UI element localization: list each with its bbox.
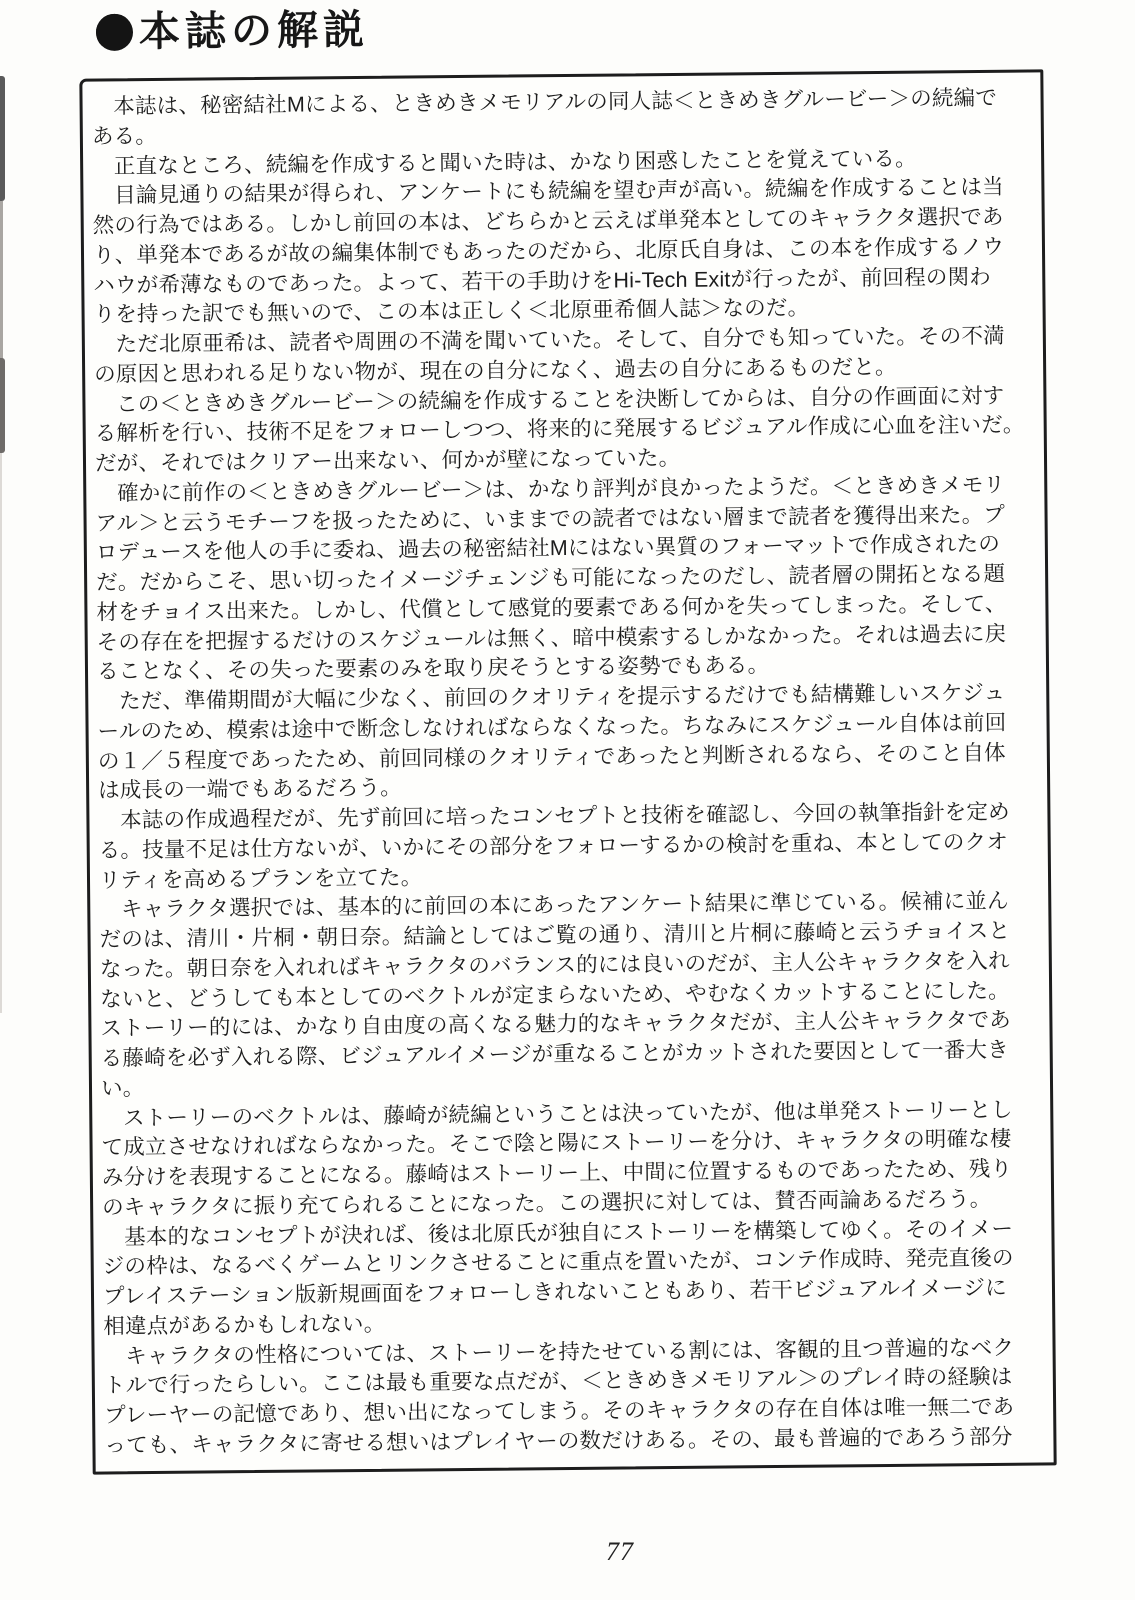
text-line: の１／５程度であったため、前回同様のクオリティであったと判断されるなら、そのこと自体 bbox=[97, 740, 1006, 774]
text-line: だ。だからこそ、思い切ったイメージチェンジも可能になったのだし、読者層の開拓となる題 bbox=[96, 561, 1006, 595]
text-line: は成長の一端でもあるだろう。 bbox=[98, 775, 403, 803]
text-line: キャラクタの性格については、ストーリーを持たせている割には、客観的且つ普遍的なベク bbox=[103, 1335, 1015, 1368]
text-line: 正直なところ、続編を作成すると聞いた時は、かなり困惑したことを覚えている。 bbox=[92, 146, 917, 179]
text-line: り、単発本であるが故の編集体制でもあったのだから、北原氏自身は、この本を作成するノウ bbox=[92, 234, 1005, 268]
text-line: ジの枠は、なるべくゲームとリンクさせることに重点を置いたが、コンテ作成時、発売直後の bbox=[102, 1245, 1014, 1279]
text-line: ロデュースを他人の手に委ね、過去の秘密結社Mにはない異質のフォーマットで作成されたの bbox=[95, 532, 1001, 565]
text-line: だが、それではクリアー出来ない、何かが壁になっていた。 bbox=[94, 445, 681, 476]
text-line: み分けを表現することになる。藤崎はストーリー上、中間に位置するものであったため、残り bbox=[101, 1156, 1013, 1190]
article-text-box bbox=[79, 69, 1056, 1474]
text-line: プレイステーション版新規画面をフォローしきれないこともあり、若干ビジュアルイメージに bbox=[102, 1275, 1007, 1309]
section-header bbox=[96, 6, 370, 55]
text-line: ただ、準備期間が大幅に少なく、前回のクオリティを提示するだけでも結構難しいスケジュ bbox=[97, 680, 1006, 714]
text-line: る。技量不足は仕方ないが、いかにその部分をフォローするかの検討を重ね、本としてのクオ bbox=[98, 829, 1009, 863]
text-line: トルで行ったらしい。ここは最も重要な点だが、＜ときめきメモリアル＞のプレイ時の経験は bbox=[103, 1365, 1013, 1398]
text-line: 然の行為ではある。しかし前回の本は、どちらかと云えば単発本としてのキャラクタ選択であ bbox=[92, 204, 1004, 238]
text-line: 相違点があるかもしれない。 bbox=[103, 1311, 386, 1339]
text-line: ストーリーのベクトルは、藤崎が続編ということは決っていたが、他は単発ストーリーとし bbox=[101, 1097, 1013, 1130]
text-line: のキャラクタに振り充てられることになった。この選択に対しては、賛否両論あるだろう。 bbox=[102, 1186, 992, 1220]
text-line: ある。 bbox=[91, 123, 158, 149]
bullet-circle-icon bbox=[96, 14, 133, 51]
scan-artifact bbox=[0, 453, 2, 1013]
text-line: る藤崎を必ず入れる際、ビジュアルイメージが重なることがカットされた要因として一番大き bbox=[100, 1037, 1009, 1071]
text-line: プレーヤーの記憶であり、想い出になってしまう。そのキャラクタの存在自体は唯一無二であ bbox=[104, 1394, 1015, 1428]
text-line: ハウが希薄なものであった。よって、若干の手助けをHi-Tech Exitが行ったが、前回程の関わ bbox=[93, 264, 992, 298]
text-line: アル＞と云うモチーフを扱ったために、いままでの読者ではない層まで読者を獲得出来た。プ bbox=[95, 502, 1006, 536]
text-line: この＜ときめきグルービー＞の続編を作成することを決断してからは、自分の作画面に対す bbox=[94, 383, 1005, 417]
page-number: 77 bbox=[606, 1537, 634, 1566]
text-line: 本誌の作成過程だが、先ず前回に培ったコンセプトと技術を確認し、今回の執筆指針を定め bbox=[98, 799, 1010, 833]
text-line: リティを高めるプランを立てた。 bbox=[98, 864, 423, 893]
text-line: い。 bbox=[100, 1075, 145, 1101]
section-title: 本誌の解説 bbox=[138, 6, 370, 55]
text-line: キャラクタ選択では、基本的に前回の本にあったアンケート結果に準じている。候補に並ん bbox=[99, 889, 1009, 922]
text-line: ることなく、その失った要素のみを取り戻そうとする姿勢でもある。 bbox=[96, 653, 770, 684]
text-line: 確かに前作の＜ときめきグルービー＞は、かなり評判が良かったようだ。＜ときめきメモリ bbox=[95, 472, 1006, 506]
text-line: ただ北原亜希は、読者や周囲の不満を聞いていた。そして、自分でも知っていた。その不満 bbox=[93, 323, 1005, 357]
text-line: 目論見通りの結果が得られ、アンケートにも続編を望む声が高い。続編を作成することは当 bbox=[92, 175, 1004, 208]
text-line: の原因と思われる足りない物が、現在の自分になく、過去の自分にあるものだと。 bbox=[94, 354, 897, 387]
text-line: なった。朝日奈を入れればキャラクタのバランス的には良いのだが、主人公キャラクタを入れ bbox=[99, 948, 1010, 982]
text-line: 本誌は、秘密結社Mによる、ときめきメモリアルの同人誌＜ときめきグルービー＞の続編で bbox=[91, 85, 998, 119]
text-line: っても、キャラクタに寄せる想いはプレイヤーの数だけある。その、最も普遍的であろう部分 bbox=[104, 1424, 1013, 1458]
scan-artifact bbox=[0, 201, 3, 361]
text-line: ないと、どうしても本としてのベクトルが定まらないため、やむなくカットすることにした。 bbox=[100, 978, 1010, 1012]
text-line: だのは、清川・片桐・朝日奈。結論としてはご覧の通り、清川と片桐に藤崎と云うチョイスと bbox=[99, 918, 1011, 952]
scan-artifact bbox=[0, 76, 5, 201]
scan-artifact bbox=[0, 358, 5, 453]
text-line: 材をチョイス出来た。しかし、代償として感覚的要素である何かを失ってしまった。そして、 bbox=[96, 591, 1007, 625]
text-line: ールのため、模索は途中で断念しなければならなくなった。ちなみにスケジュール自体は前回 bbox=[97, 710, 1007, 744]
text-line: 基本的なコンセプトが決れば、後は北原氏が独自にストーリーを構築してゆく。そのイメー bbox=[102, 1216, 1014, 1249]
text-line: る解析を行い、技術不足をフォローしつつ、将来的に発展するビジュアル作成に心血を注いだ。 bbox=[94, 412, 1025, 446]
body-text bbox=[91, 84, 1045, 1461]
text-line: りを持った訳でも無いので、この本は正しく＜北原亜希個人誌＞なのだ。 bbox=[93, 295, 810, 327]
text-line: て成立させなければならなかった。そこで陰と陽にストーリーを分け、キャラクタの明確な棲 bbox=[101, 1127, 1012, 1160]
text-line: ストーリー的には、かなり自由度の高くなる魅力的なキャラクタだが、主人公キャラクタであ bbox=[100, 1008, 1012, 1041]
text-line: その存在を把握するだけのスケジュールは無く、暗中模索するしかなかった。それは過去に戻 bbox=[96, 621, 1007, 655]
